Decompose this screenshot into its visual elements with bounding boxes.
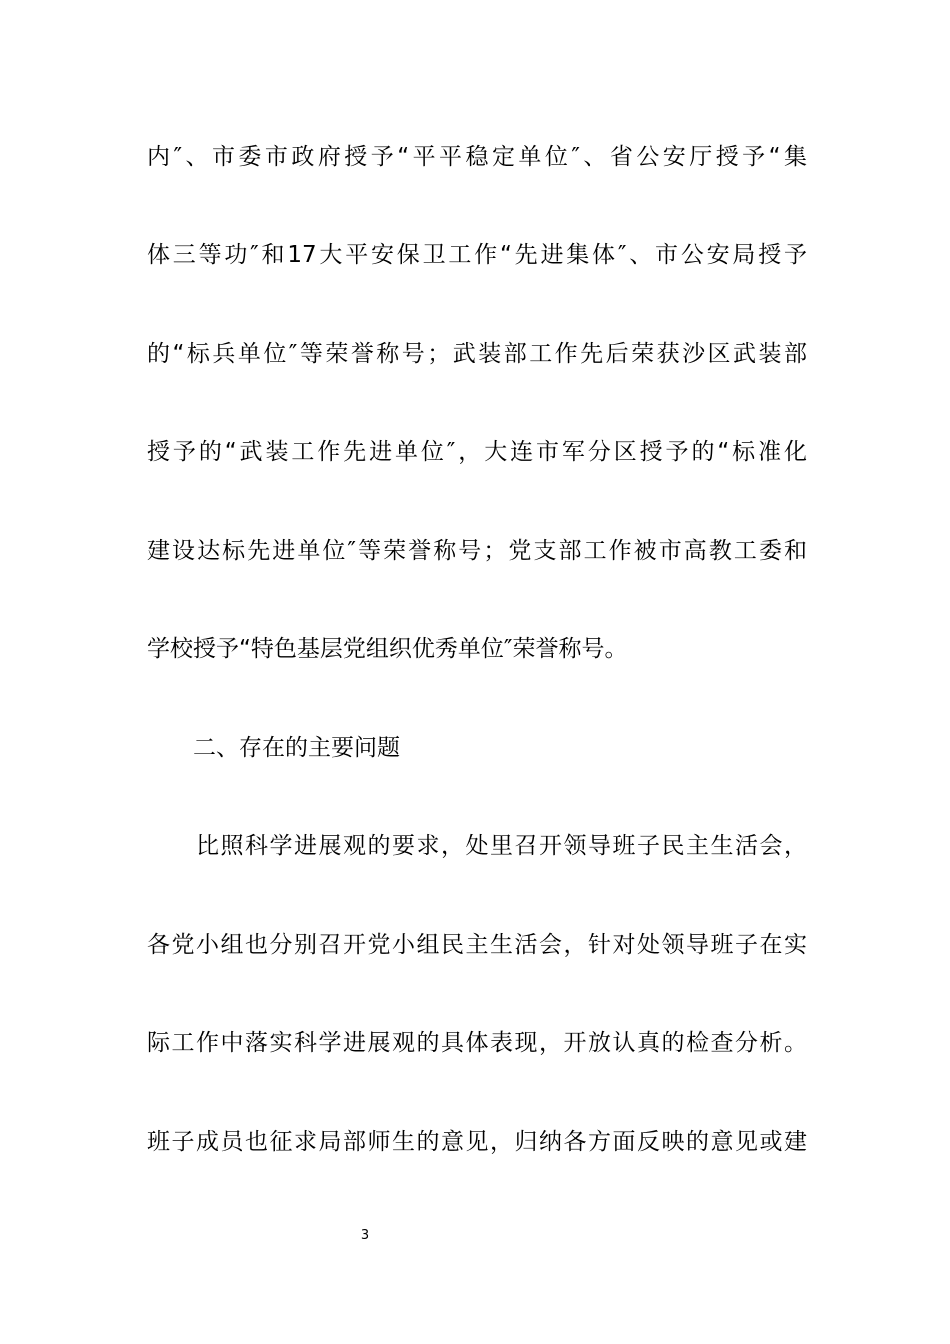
paragraph1-line-4: 授予的“武装工作先进单位″，大连市军分区授予的“标准化	[147, 439, 807, 465]
paragraph2-line-4: 班子成员也征求局部师生的意见，归纳各方面反映的意见或建	[147, 1129, 807, 1155]
paragraph2-line-1: 比照科学进展观的要求，处里召开领导班子民主生活会，	[196, 833, 807, 859]
paragraph2-line-3: 际工作中落实科学进展观的具体表现，开放认真的检查分析。	[147, 1030, 807, 1056]
paragraph1-line-5: 建设达标先进单位″等荣誉称号；党支部工作被市高教工委和	[147, 538, 807, 564]
paragraph1-line-3: 的“标兵单位″等荣誉称号；武装部工作先后荣获沙区武装部	[147, 341, 807, 367]
paragraph2-line-2: 各党小组也分别召开党小组民主生活会，针对处领导班子在实	[147, 932, 807, 958]
paragraph1-line-2: 体三等功″和17大平安保卫工作“先进集体″、市公安局授予	[147, 242, 807, 268]
section-heading: 二、存在的主要问题	[193, 735, 400, 761]
paragraph1-line-6: 学校授予“特色基层党组织优秀单位″荣誉称号。	[147, 636, 628, 662]
paragraph1-line-1: 内″、市委市政府授予“平平稳定单位″、省公安厅授予“集	[147, 144, 807, 170]
page-number: 3	[360, 1228, 370, 1243]
